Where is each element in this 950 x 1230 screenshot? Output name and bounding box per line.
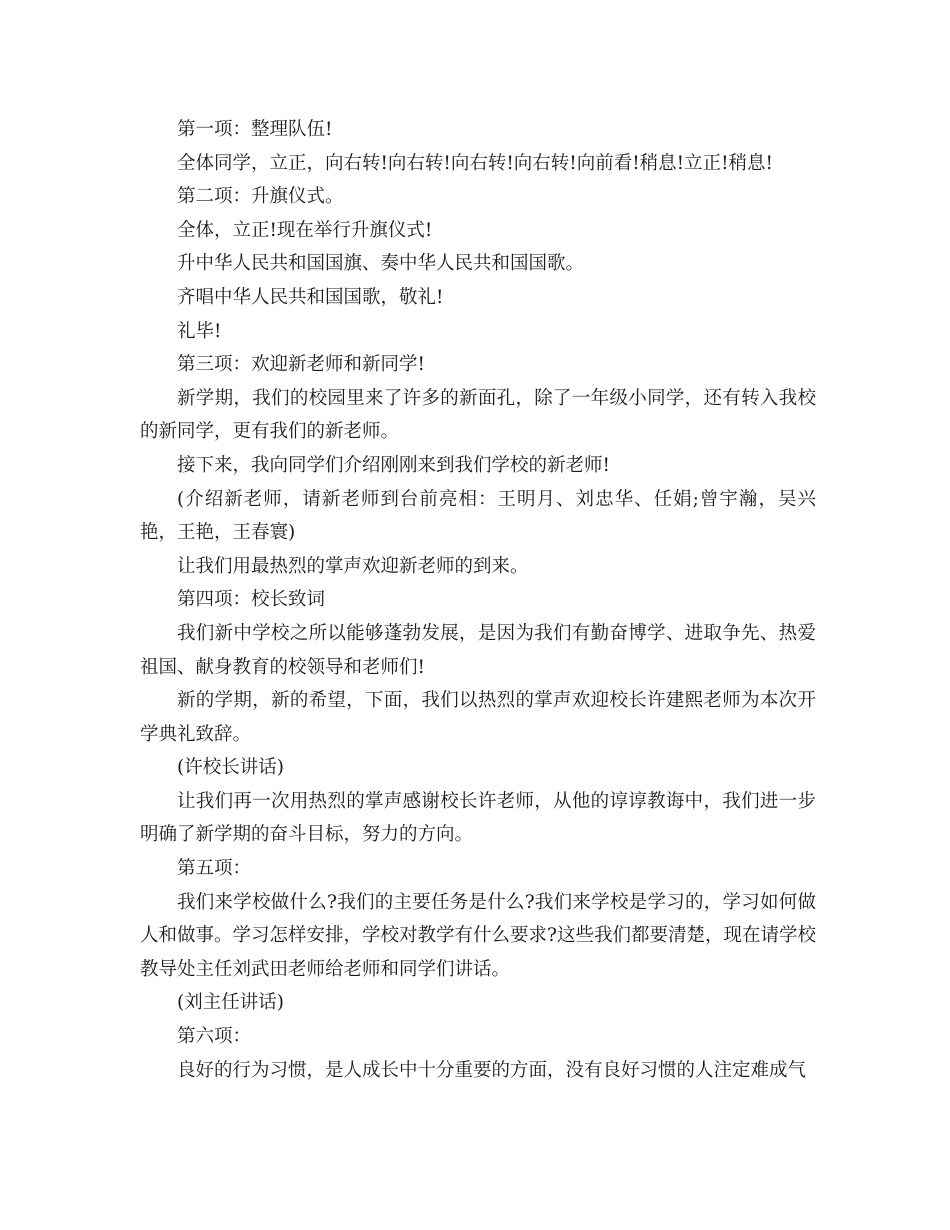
paragraph: 礼毕! <box>177 320 222 342</box>
paragraph-item-5-heading: 第五项： <box>177 858 252 880</box>
paragraph-teacher-list: (介绍新老师，请新老师到台前亮相：王明月、刘忠华、任娟;曾宇瀚，吴兴艳，王艳，王春寰) <box>140 488 816 544</box>
paragraph: 接下来，我向同学们介绍刚刚来到我们学校的新老师! <box>177 454 610 476</box>
paragraph: 我们来学校做什么?我们的主要任务是什么?我们来学校是学习的，学习如何做人和做事。学习怎样安排，学校对教学有什么要求?这些我们都要清楚，现在请学校教导处主任刘武田老师给老师和同学们讲话。 <box>140 891 816 980</box>
paragraph-item-3-heading: 第三项：欢迎新老师和新同学! <box>177 354 425 376</box>
paragraph-command-line: 全体同学，立正，向右转!向右转!向右转!向右转!向前看!稍息!立正!稍息! <box>177 152 773 174</box>
paragraph: 升中华人民共和国国旗、奏中华人民共和国国歌。 <box>177 253 585 275</box>
paragraph: 全体，立正!现在举行升旗仪式! <box>177 219 433 241</box>
paragraph-item-4-heading: 第四项：校长致词 <box>177 589 326 611</box>
paragraph: 新的学期，新的希望，下面，我们以热烈的掌声欢迎校长许建熙老师为本次开学典礼致辞。 <box>140 690 816 745</box>
paragraph-item-1-heading: 第一项：整理队伍! <box>177 119 333 140</box>
paragraph: 我们新中学校之所以能够蓬勃发展，是因为我们有勤奋博学、进取争先、热爱祖国、献身教育的校领导和老师们! <box>140 622 816 678</box>
paragraph: 新学期，我们的校园里来了许多的新面孔，除了一年级小同学，还有转入我校的新同学，更有我们的新老师。 <box>140 387 816 443</box>
paragraph-item-6-heading: 第六项： <box>177 1026 252 1048</box>
paragraph-stage-note: (许校长讲话) <box>177 757 284 779</box>
paragraph: 让我们再一次用热烈的掌声感谢校长许老师，从他的谆谆教诲中，我们进一步明确了新学期的奋斗目标，努力的方向。 <box>140 790 816 846</box>
paragraph: 齐唱中华人民共和国国歌，敬礼! <box>177 286 444 308</box>
paragraph-stage-note: (刘主任讲话) <box>177 992 284 1014</box>
paragraph: 让我们用最热烈的掌声欢迎新老师的到来。 <box>177 555 529 577</box>
document-body <box>140 113 816 1087</box>
paragraph: 良好的行为习惯，是人成长中十分重要的方面，没有良好习惯的人注定难成气 <box>177 1059 807 1081</box>
paragraph-item-2-heading: 第二项：升旗仪式。 <box>177 186 344 208</box>
